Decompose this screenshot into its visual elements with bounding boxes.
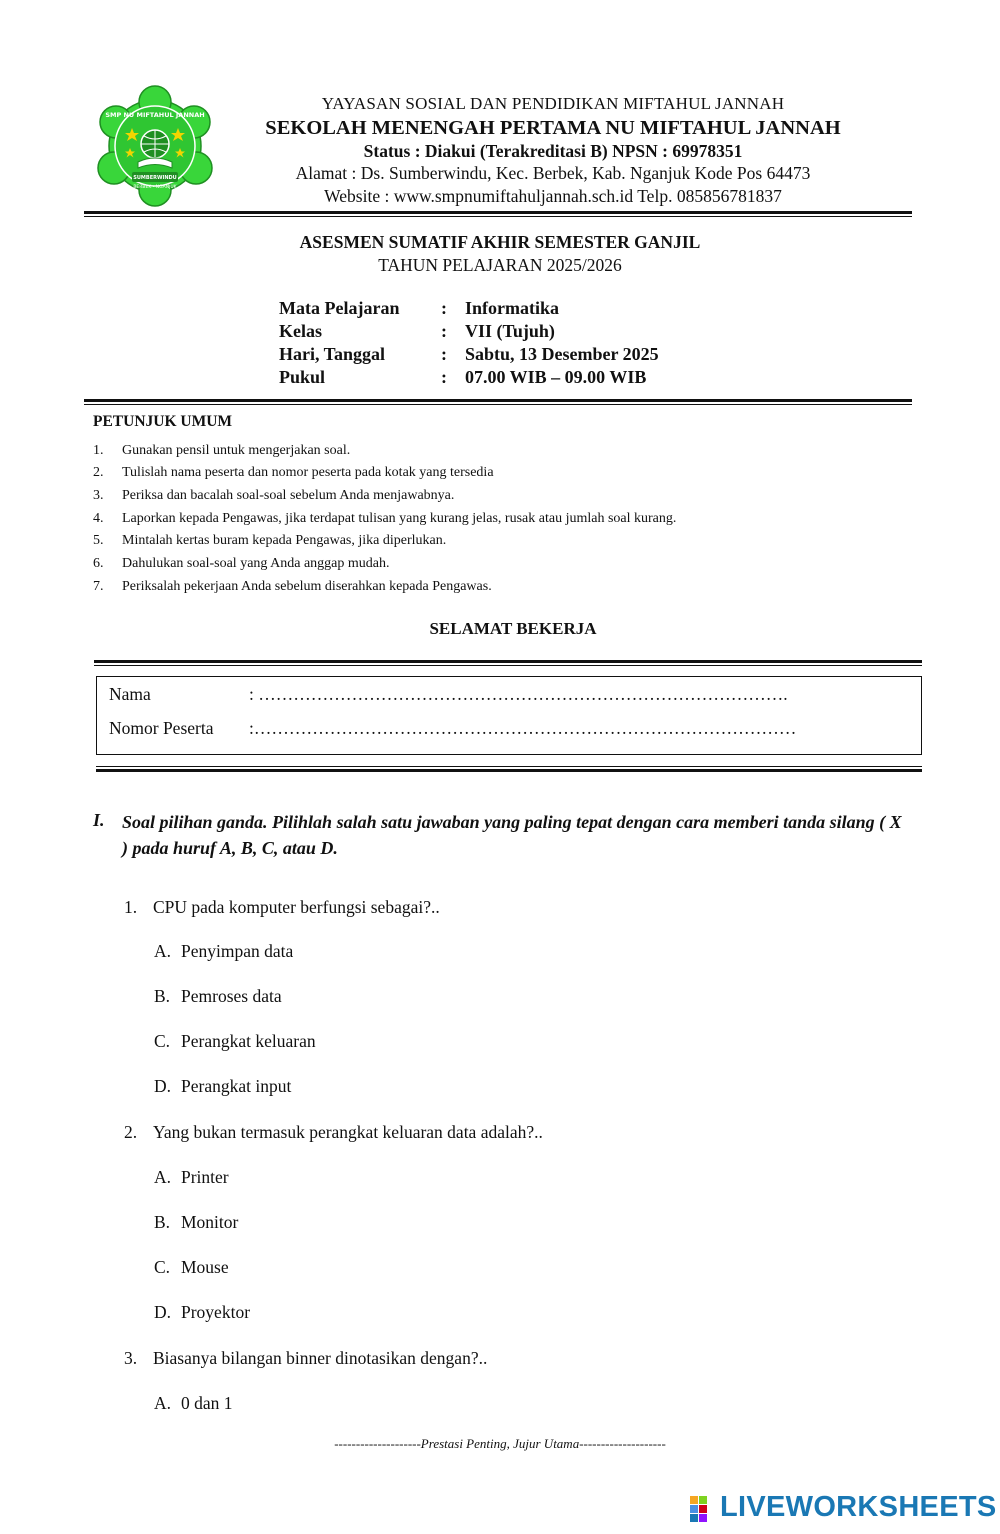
section-instruction: Soal pilihan ganda. Pilihlah salah satu jawaban yang paling tepat dengan cara memberi tanda silang ( X ) pada huruf A, B, C, atau D. [122, 812, 902, 858]
instruction-text: Periksalah pekerjaan Anda sebelum diserahkan kepada Pengawas. [122, 579, 492, 594]
option-letter[interactable]: C. [154, 1257, 171, 1277]
liveworksheets-icon [690, 1496, 716, 1524]
option-letter[interactable]: A. [154, 1393, 172, 1413]
footer-motto: --------------------Prestasi Penting, Jujur Utama-------------------- [334, 1436, 666, 1451]
question-3 [124, 1350, 487, 1368]
info-label: Pukul [279, 367, 326, 387]
header-divider-thin [84, 216, 912, 217]
option-letter[interactable]: D. [154, 1302, 172, 1322]
name-label: Nama [109, 684, 151, 704]
info-label: Hari, Tanggal [279, 344, 386, 364]
question-2 [124, 1124, 543, 1142]
option-1a[interactable] [154, 943, 293, 961]
option-letter[interactable]: C. [154, 1031, 171, 1051]
identity-divider-top [94, 660, 922, 663]
header-divider [84, 211, 912, 214]
option-text: Mouse [181, 1257, 229, 1277]
participant-number-row [109, 718, 797, 738]
name-row [109, 684, 788, 704]
school-status: Status : Diakui (Terakreditasi B) NPSN : 69978351 [363, 141, 743, 161]
instruction-text: Tulislah nama peserta dan nomor peserta pada kotak yang tersedia [122, 465, 494, 480]
exam-year: TAHUN PELAJARAN 2025/2026 [378, 255, 622, 275]
instruction-text: Mintalah kertas buram kepada Pengawas, jika diperlukan. [122, 533, 447, 548]
info-divider-thin [84, 404, 912, 405]
option-letter[interactable]: A. [154, 1167, 172, 1187]
instruction-number: 4. [93, 511, 104, 526]
info-label: Mata Pelajaran [279, 298, 400, 318]
instruction-text: Laporkan kepada Pengawas, jika terdapat tulisan yang kurang jelas, rusak atau jumlah soal kurang. [122, 511, 677, 526]
instruction-item [93, 489, 454, 503]
instruction-number: 5. [93, 533, 104, 548]
instruction-number: 6. [93, 556, 104, 571]
option-2c[interactable] [154, 1259, 229, 1277]
instruction-number: 1. [93, 443, 104, 458]
instruction-item [93, 534, 446, 548]
section-number: I. [93, 810, 105, 830]
info-colon: : [441, 298, 447, 318]
question-number: 1. [124, 897, 138, 917]
instruction-number: 3. [93, 488, 104, 503]
option-2a[interactable] [154, 1169, 229, 1187]
instruction-item [93, 557, 390, 571]
liveworksheets-brand[interactable]: LIVEWORKSHEETS [720, 1491, 997, 1523]
identity-divider-top-thin [94, 665, 922, 666]
option-1c[interactable] [154, 1033, 316, 1051]
question-1 [124, 899, 440, 917]
info-value: Sabtu, 13 Desember 2025 [465, 344, 659, 364]
participant-number-label: Nomor Peserta [109, 718, 214, 738]
question-number: 2. [124, 1122, 138, 1142]
school-logo [94, 84, 216, 208]
option-text: Penyimpan data [181, 941, 294, 961]
option-3a[interactable] [154, 1395, 233, 1413]
option-text: Perangkat input [181, 1076, 292, 1096]
info-colon: : [441, 321, 447, 341]
info-label: Kelas [279, 321, 322, 341]
info-value: VII (Tujuh) [465, 321, 555, 341]
instruction-item [93, 444, 350, 458]
school-name: SEKOLAH MENENGAH PERTAMA NU MIFTAHUL JANNAH [265, 117, 841, 139]
participant-number-field[interactable]: :………………………………………………………………………………… [249, 718, 797, 738]
svg-text:BERBEK - NGANJUK: BERBEK - NGANJUK [133, 185, 177, 190]
option-text: Pemroses data [181, 986, 282, 1006]
option-letter[interactable]: B. [154, 986, 171, 1006]
instruction-number: 7. [93, 579, 104, 594]
instruction-text: Gunakan pensil untuk mengerjakan soal. [122, 443, 351, 458]
identity-divider-bottom-thick [96, 769, 922, 772]
option-letter[interactable]: D. [154, 1076, 172, 1096]
exam-title: ASESMEN SUMATIF AKHIR SEMESTER GANJIL [299, 232, 701, 252]
closing-message: SELAMAT BEKERJA [429, 619, 597, 638]
instruction-item [93, 466, 494, 480]
question-text: Biasanya bilangan binner dinotasikan dengan?.. [153, 1348, 488, 1368]
option-letter[interactable]: A. [154, 941, 172, 961]
foundation-name: YAYASAN SOSIAL DAN PENDIDIKAN MIFTAHUL JANNAH [321, 94, 785, 113]
option-text: Perangkat keluaran [181, 1031, 316, 1051]
school-address: Alamat : Ds. Sumberwindu, Kec. Berbek, Kab. Nganjuk Kode Pos 64473 [295, 163, 811, 183]
option-2b[interactable] [154, 1214, 238, 1232]
option-1b[interactable] [154, 988, 282, 1006]
svg-text:SMP NU MIFTAHUL JANNAH: SMP NU MIFTAHUL JANNAH [105, 111, 205, 119]
instruction-item [93, 512, 676, 526]
school-website: Website : www.smpnumiftahuljannah.sch.id Telp. 085856781837 [324, 186, 782, 206]
instruction-text: Periksa dan bacalah soal-soal sebelum Anda menjawabnya. [122, 488, 455, 503]
info-divider [84, 399, 912, 402]
info-value: 07.00 WIB – 09.00 WIB [465, 367, 647, 387]
identity-divider-bottom [96, 766, 922, 767]
option-text: Proyektor [181, 1302, 251, 1322]
svg-text:SUMBERWINDU: SUMBERWINDU [133, 175, 177, 181]
question-number: 3. [124, 1348, 138, 1368]
name-field[interactable]: : ………………………………………………………………………………. [249, 684, 788, 704]
question-text: CPU pada komputer berfungsi sebagai?.. [153, 897, 440, 917]
option-text: Printer [181, 1167, 229, 1187]
question-text: Yang bukan termasuk perangkat keluaran data adalah?.. [153, 1122, 543, 1142]
info-value: Informatika [465, 298, 559, 318]
instruction-item [93, 580, 492, 594]
instruction-number: 2. [93, 465, 104, 480]
option-letter[interactable]: B. [154, 1212, 171, 1232]
instruction-text: Dahulukan soal-soal yang Anda anggap mudah. [122, 556, 390, 571]
option-1d[interactable] [154, 1078, 291, 1096]
instructions-heading: PETUNJUK UMUM [93, 413, 233, 430]
info-colon: : [441, 344, 447, 364]
option-text: 0 dan 1 [181, 1393, 233, 1413]
option-text: Monitor [181, 1212, 239, 1232]
option-2d[interactable] [154, 1304, 250, 1322]
info-colon: : [441, 367, 447, 387]
